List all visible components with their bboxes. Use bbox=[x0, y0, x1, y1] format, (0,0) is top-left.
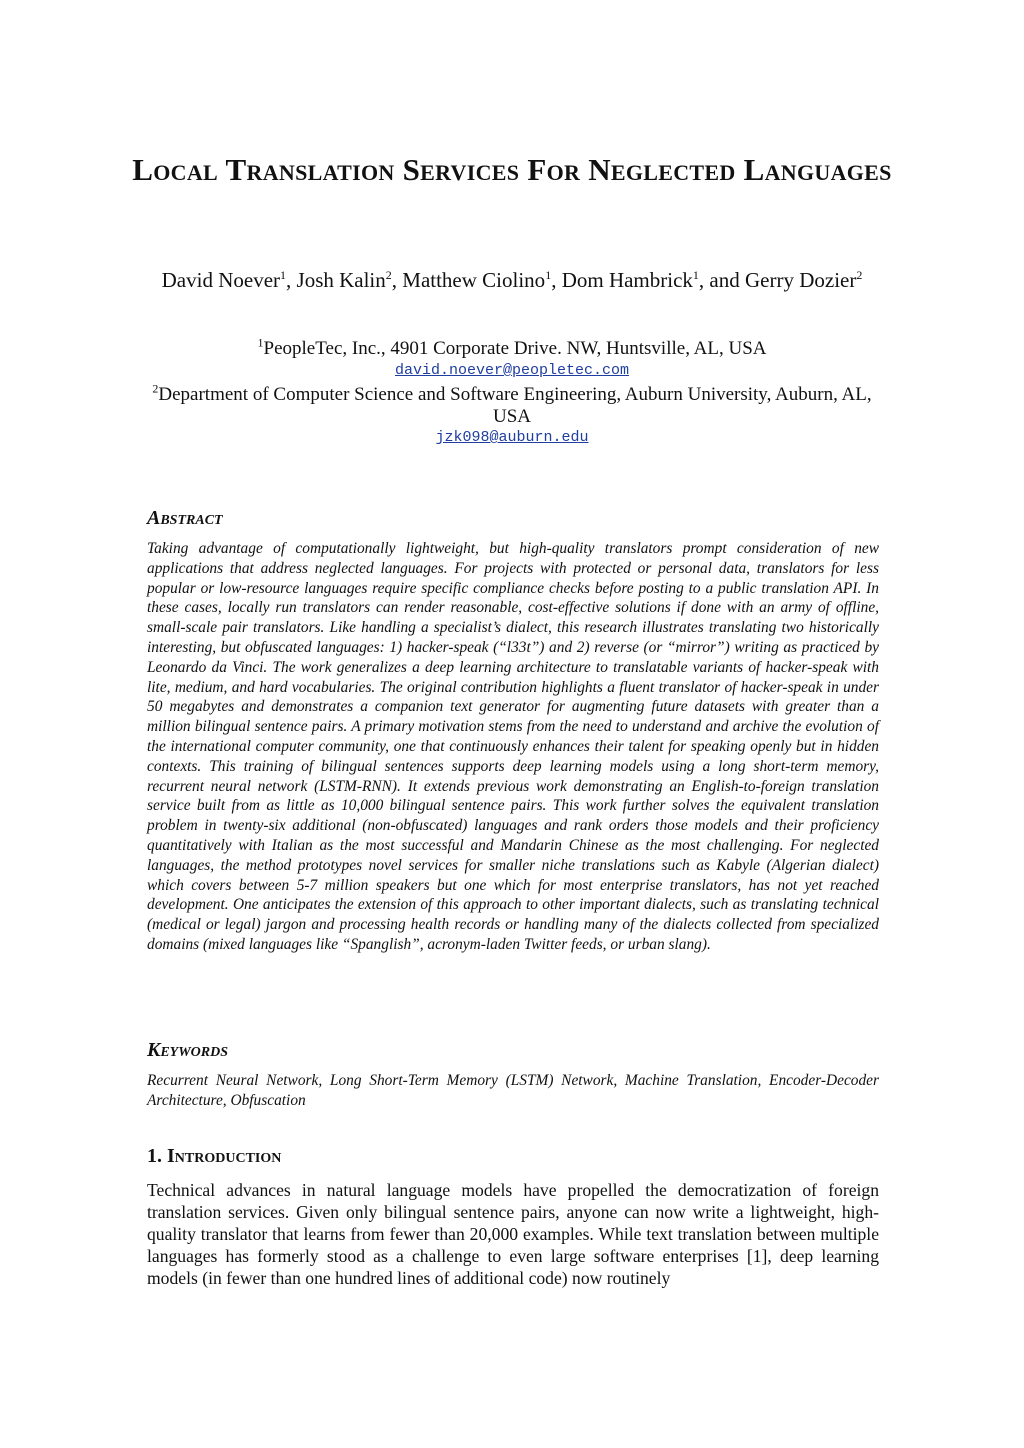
abstract-body: Taking advantage of computationally lightweight, but high-quality translators prompt consideration of new applications that address neglected languages. For projects with protected or personal data, translators for less popular or low-resource languages require specific compliance checks before posting to a public translation API. In these cases, locally run translators can render reasonable, cost-effective solutions if done with an army of offline, small-scale pair translators. Like handling a specialist’s dialect, this research illustrates translating two historically interesting, but obfuscated languages: 1) hacker-speak (“l33t”) and 2) reverse (or “mirror”) writing as practiced by Leonardo da Vinci. The work generalizes a deep learning architecture to translatable variants of hacker-speak with lite, medium, and hard vocabularies. The original contribution highlights a fluent translator of hacker-speak in under 50 megabytes and demonstrates a companion text generator for augmenting future datasets with greater than a million bilingual sentence pairs. A primary motivation stems from the need to understand and archive the evolution of the international computer community, one that continuously enhances their talent for speaking openly but in hidden contexts. This training of bilingual sentences supports deep learning models using a long short-term memory, recurrent neural network (LSTM-RNN). It extends previous work demonstrating an English-to-foreign translation service built from as little as 10,000 bilingual sentence pairs. This work further solves the equivalent translation problem in twenty-six additional (non-obfuscated) languages and rank orders those models and their proficiency quantitatively with Italian as the most successful and Mandarin Chinese as the most challenging. For neglected languages, the method prototypes novel services for smaller niche translations such as Kabyle (Algerian dialect) which covers between 5-7 million speakers but one which for most enterprise translators, has not yet reached development. One anticipates the extension of this approach to other important dialects, such as translating technical (medical or legal) jargon and processing health records or handling many of the dialects collected from specialized domains (mixed languages like “Spanglish”, acronym-laden Twitter feeds, or urban slang). bbox=[147, 540, 879, 953]
author: Josh Kalin$^2$, bbox=[296, 268, 403, 292]
keywords-body: Recurrent Neural Network, Long Short-Term Memory (LSTM) Network, Machine Translation, Encoder-Decoder Architecture, Obfuscation bbox=[147, 1072, 879, 1109]
affiliation-2: $^2$Department of Computer Science and Software Engineering, Auburn University, Auburn, AL, USA bbox=[152, 381, 872, 427]
author: David Noever$^1$, bbox=[161, 268, 297, 292]
introduction-heading: 1. Introduction bbox=[147, 1145, 282, 1167]
email-link-1[interactable]: david.noever@peopletec.com bbox=[394, 362, 630, 379]
keywords-heading: Keywords bbox=[147, 1039, 229, 1061]
author: Matthew Ciolino$^1$, bbox=[402, 268, 562, 292]
author: Dom Hambrick$^1$, and bbox=[561, 268, 745, 292]
paper-title: Local Translation Services For Neglected Languages bbox=[132, 152, 892, 187]
author-list bbox=[150, 267, 874, 293]
author: Gerry Dozier$^2$ bbox=[745, 268, 863, 292]
abstract-heading: Abstract bbox=[147, 507, 223, 529]
email-link-2[interactable]: jzk098@auburn.edu bbox=[435, 429, 589, 446]
affiliation-1: $^1$PeopleTec, Inc., 4901 Corporate Drive. NW, Huntsville, AL, USA bbox=[257, 335, 767, 359]
introduction-body: Technical advances in natural language models have propelled the democratization of foreign translation services. Given only bilingual sentence pairs, anyone can now write a lightweight, high-quality translator that learns from fewer than 20,000 examples. While text translation between multiple languages has formerly stood as a challenge to even large software enterprises [1], deep learning models (in fewer than one hundred lines of additional code) now routinely bbox=[147, 1180, 879, 1288]
